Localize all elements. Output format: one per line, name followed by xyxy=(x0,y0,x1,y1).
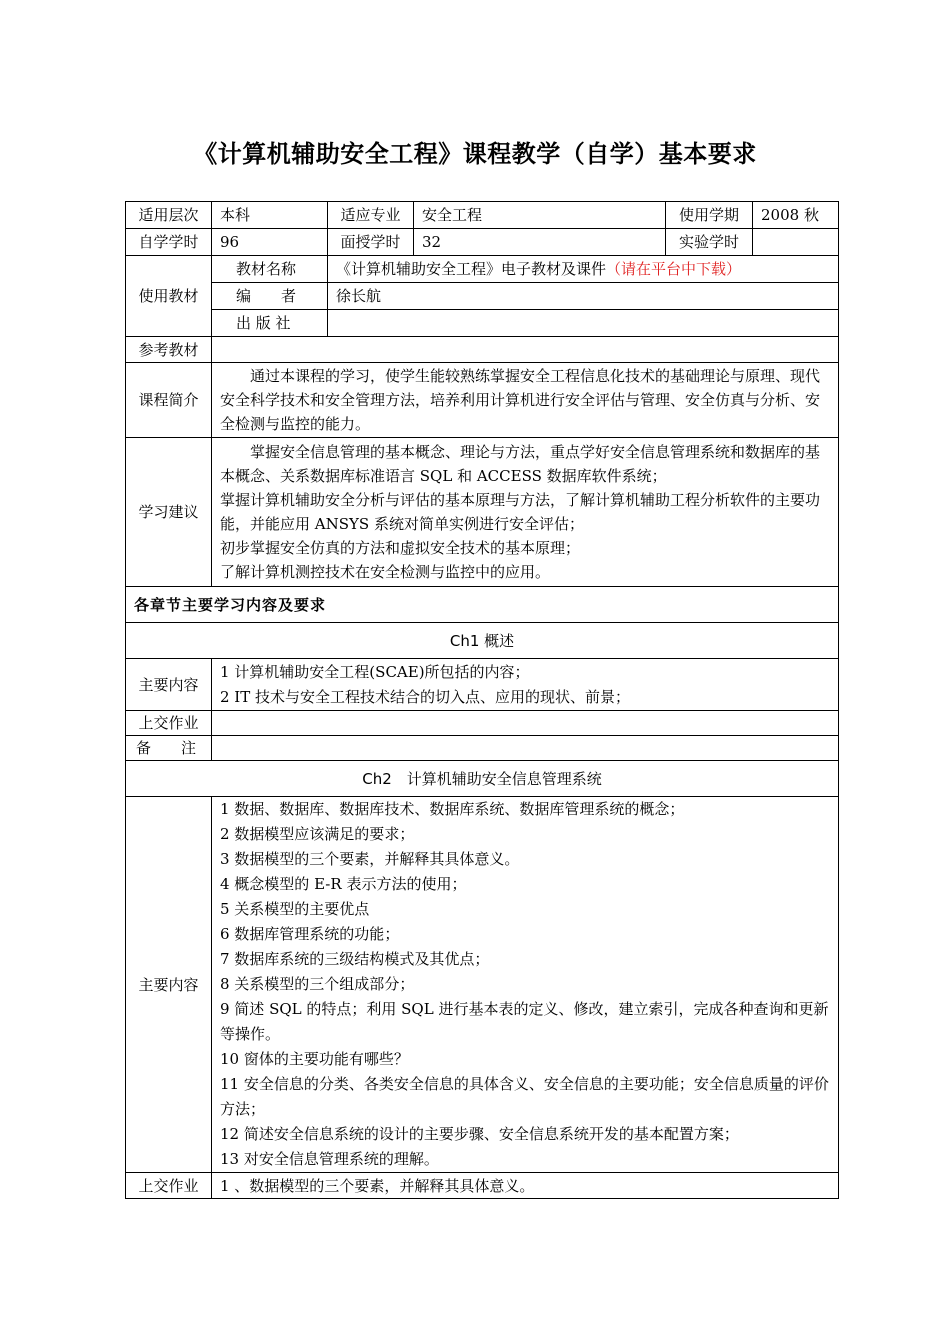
list-item: 2 数据模型应该满足的要求； xyxy=(220,825,415,843)
reference-value xyxy=(212,337,839,363)
list-item: 1 数据、数据库、数据库技术、数据库系统、数据库管理系统的概念； xyxy=(220,800,685,818)
advice-paragraph-4: 了解计算机测控技术在安全检测与监控中的应用。 xyxy=(220,563,551,581)
textbook-editor-value: 徐长航 xyxy=(328,283,839,310)
textbook-label: 使用教材 xyxy=(126,256,212,337)
requirements-table xyxy=(125,201,839,1199)
advice-label: 学习建议 xyxy=(126,438,212,587)
intro-label: 课程简介 xyxy=(126,363,212,438)
list-item: 12 简述安全信息系统的设计的主要步骤、安全信息系统开发的基本配置方案； xyxy=(220,1125,739,1143)
ch2-content-row xyxy=(126,797,839,1173)
list-item: 5 关系模型的主要优点 xyxy=(220,900,370,918)
major-value: 安全工程 xyxy=(414,202,666,229)
sections-heading: 各章节主要学习内容及要求 xyxy=(126,587,839,623)
ch1-content-row xyxy=(126,659,839,711)
ch1-notes-row xyxy=(126,736,839,761)
list-item: 13 对安全信息管理系统的理解。 xyxy=(220,1150,439,1168)
ch1-homework-value xyxy=(212,711,839,736)
advice-cell xyxy=(212,438,839,587)
textbook-row-editor xyxy=(126,283,839,310)
advice-row xyxy=(126,438,839,587)
textbook-publisher-label: 出 版 社 xyxy=(212,310,328,337)
ch1-homework-row xyxy=(126,711,839,736)
lab-hours-value xyxy=(753,229,839,256)
reference-row xyxy=(126,337,839,363)
list-item: 8 关系模型的三个组成部分； xyxy=(220,975,415,993)
advice-paragraph-2: 掌握计算机辅助安全分析与评估的基本原理与方法，了解计算机辅助工程分析软件的主要功能，并能应用 ANSYS 系统对简单实例进行安全评估； xyxy=(220,491,821,533)
ch1-homework-label: 上交作业 xyxy=(126,711,212,736)
ch1-content-label: 主要内容 xyxy=(126,659,212,711)
lab-hours-label: 实验学时 xyxy=(666,229,753,256)
list-item: 3 数据模型的三个要素，并解释其具体意义。 xyxy=(220,850,520,868)
list-item: 6 数据库管理系统的功能； xyxy=(220,925,400,943)
term-label: 使用学期 xyxy=(666,202,753,229)
level-value: 本科 xyxy=(212,202,328,229)
header-row-2 xyxy=(126,229,839,256)
self-hours-value: 96 xyxy=(212,229,328,256)
reference-label: 参考教材 xyxy=(126,337,212,363)
ch1-title: Ch1 概述 xyxy=(126,623,839,659)
list-item: 1 计算机辅助安全工程(SCAE)所包括的内容； xyxy=(220,662,530,681)
ch2-homework-label: 上交作业 xyxy=(126,1173,212,1199)
textbook-download-note: （请在平台中下载） xyxy=(606,260,742,278)
advice-paragraph-1: 掌握安全信息管理的基本概念、理论与方法，重点学好安全信息管理系统和数据库的基本概念、关系数据库标准语言 SQL 和 ACCESS 数据库软件系统； xyxy=(220,443,821,485)
ch1-notes-value xyxy=(212,736,839,761)
ch2-content-label: 主要内容 xyxy=(126,797,212,1173)
textbook-row-name xyxy=(126,256,839,283)
term-value: 2008 秋 xyxy=(753,202,839,229)
ch2-content-list xyxy=(212,797,839,1173)
textbook-row-publisher xyxy=(126,310,839,337)
textbook-editor-label: 编 者 xyxy=(212,283,328,310)
sections-heading-row xyxy=(126,587,839,623)
list-item: 7 数据库系统的三级结构模式及其优点； xyxy=(220,950,490,968)
header-row-1 xyxy=(126,202,839,229)
level-label: 适用层次 xyxy=(126,202,212,229)
textbook-name-cell xyxy=(328,256,839,283)
ch1-title-row xyxy=(126,623,839,659)
ch2-title-row xyxy=(126,761,839,797)
textbook-publisher-value xyxy=(328,310,839,337)
lecture-hours-value: 32 xyxy=(414,229,666,256)
textbook-name-value: 《计算机辅助安全工程》电子教材及课件 xyxy=(336,260,607,278)
list-item: 2 IT 技术与安全工程技术结合的切入点、应用的现状、前景； xyxy=(220,687,631,706)
ch1-notes-label: 备 注 xyxy=(126,736,212,761)
advice-paragraph-3: 初步掌握安全仿真的方法和虚拟安全技术的基本原理； xyxy=(220,539,581,557)
intro-text: 通过本课程的学习，使学生能较熟练掌握安全工程信息化技术的基础理论与原理、现代安全科学技术和安全管理方法，培养利用计算机进行安全评估与管理、安全仿真与分析、安全检测与监控的能力。 xyxy=(212,363,839,438)
list-item: 10 窗体的主要功能有哪些？ xyxy=(220,1050,409,1068)
page-title: 《计算机辅助安全工程》课程教学（自学）基本要求 xyxy=(193,140,757,168)
ch1-content-list xyxy=(212,659,839,711)
ch2-title: Ch2 计算机辅助安全信息管理系统 xyxy=(126,761,839,797)
ch2-homework-value: 1 、数据模型的三个要素，并解释其具体意义。 xyxy=(212,1173,839,1199)
lecture-hours-label: 面授学时 xyxy=(328,229,414,256)
major-label: 适应专业 xyxy=(328,202,414,229)
textbook-name-label: 教材名称 xyxy=(212,256,328,283)
intro-row xyxy=(126,363,839,438)
list-item: 4 概念模型的 E-R 表示方法的使用； xyxy=(220,875,467,893)
self-hours-label: 自学学时 xyxy=(126,229,212,256)
list-item: 9 简述 SQL 的特点；利用 SQL 进行基本表的定义、修改，建立索引，完成各种查询和更新等操作。 xyxy=(220,1000,829,1043)
ch2-homework-row xyxy=(126,1173,839,1199)
list-item: 11 安全信息的分类、各类安全信息的具体含义、安全信息的主要功能；安全信息质量的评价方法； xyxy=(220,1075,829,1118)
